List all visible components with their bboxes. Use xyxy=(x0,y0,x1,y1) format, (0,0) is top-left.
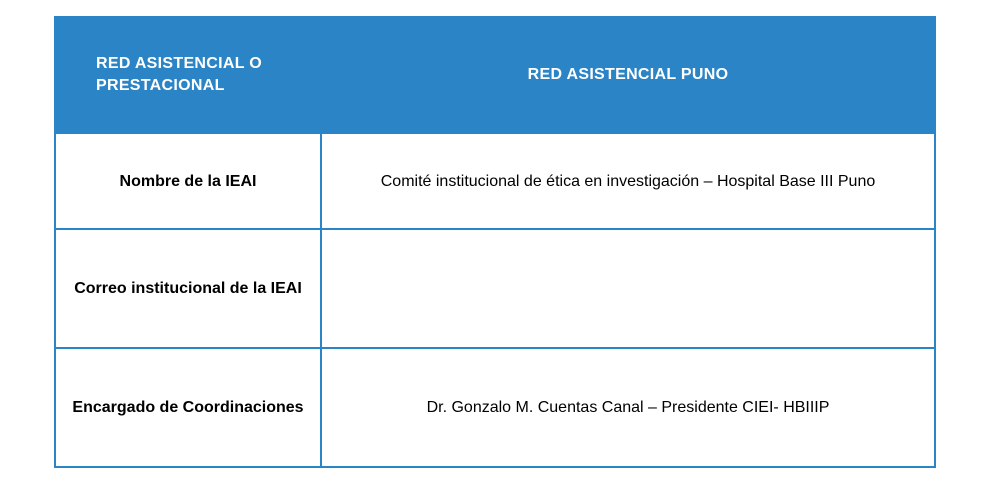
row-label-correo: Correo institucional de la IEAI xyxy=(55,229,321,348)
row-label-nombre: Nombre de la IEAI xyxy=(55,133,321,229)
row-value-nombre: Comité institucional de ética en investigación – Hospital Base III Puno xyxy=(321,133,935,229)
table-row xyxy=(55,229,935,348)
header-red-asistencial-label: RED ASISTENCIAL O PRESTACIONAL xyxy=(55,17,321,133)
row-label-encargado: Encargado de Coordinaciones xyxy=(55,348,321,467)
header-red-asistencial-value: RED ASISTENCIAL PUNO xyxy=(321,17,935,133)
table-header-row xyxy=(55,17,935,133)
info-table xyxy=(54,16,936,468)
row-value-encargado: Dr. Gonzalo M. Cuentas Canal – Presidente CIEI- HBIIIP xyxy=(321,348,935,467)
row-value-correo xyxy=(321,229,935,348)
info-table-container xyxy=(54,16,934,468)
table-row xyxy=(55,133,935,229)
table-row xyxy=(55,348,935,467)
